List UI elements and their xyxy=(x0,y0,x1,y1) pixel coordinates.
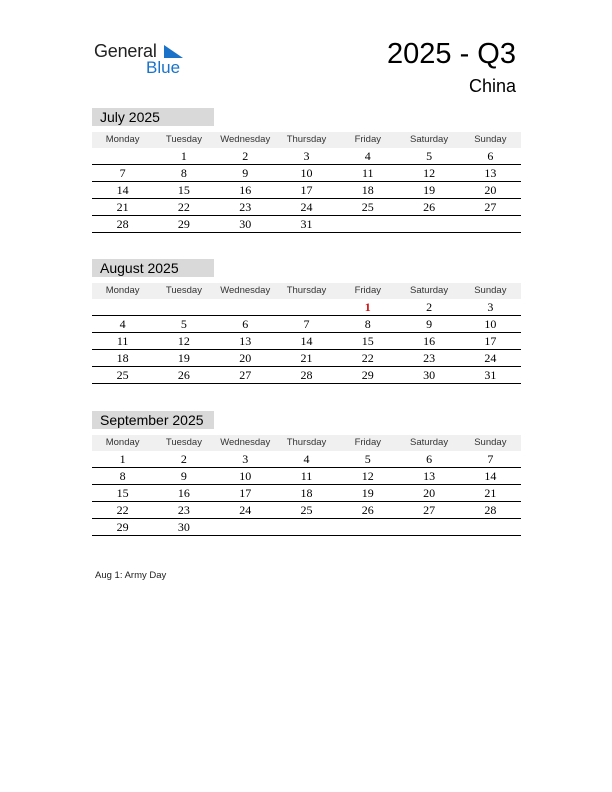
day-cell: 8 xyxy=(364,317,371,331)
day-cell: 20 xyxy=(423,486,436,500)
day-cell: 4 xyxy=(364,149,371,163)
empty-day-cell xyxy=(153,299,214,316)
week-row xyxy=(92,367,521,384)
month-block-august xyxy=(92,259,521,384)
weekday-label: Sunday xyxy=(474,285,507,296)
day-cell: 15 xyxy=(361,334,374,348)
day-cell: 20 xyxy=(239,351,252,365)
day-cell: 8 xyxy=(119,469,126,483)
day-cell: 31 xyxy=(300,217,313,231)
day-cell: 22 xyxy=(177,200,190,214)
week-row xyxy=(92,316,521,333)
logo-triangle-icon xyxy=(162,45,184,59)
generalblue-logo xyxy=(94,41,194,77)
day-cell: 5 xyxy=(426,149,433,163)
day-cell: 29 xyxy=(116,520,129,534)
day-cell: 13 xyxy=(484,166,497,180)
week-row xyxy=(92,451,521,468)
month-label: August 2025 xyxy=(92,259,214,277)
logo-word-general: General xyxy=(94,41,157,61)
day-cell: 2 xyxy=(180,452,187,466)
day-cell: 9 xyxy=(242,166,249,180)
week-row xyxy=(92,199,521,216)
day-cell: 19 xyxy=(177,351,190,365)
empty-day-cell xyxy=(92,299,153,316)
day-cell: 5 xyxy=(180,317,187,331)
week-row xyxy=(92,216,521,233)
weekday-header-row xyxy=(92,132,521,148)
weekday-label: Tuesday xyxy=(165,285,202,296)
day-cell: 28 xyxy=(300,368,313,382)
page-title: 2025 - Q3 xyxy=(387,38,516,70)
empty-day-cell xyxy=(337,216,398,233)
weekday-label: Tuesday xyxy=(165,437,202,448)
day-cell: 27 xyxy=(239,368,252,382)
day-cell: 26 xyxy=(361,503,374,517)
weekday-label: Friday xyxy=(354,134,381,145)
day-cell: 22 xyxy=(361,351,374,365)
day-cell: 25 xyxy=(116,368,129,382)
day-cell: 9 xyxy=(426,317,433,331)
day-cell: 16 xyxy=(239,183,252,197)
weekday-label: Thursday xyxy=(286,437,327,448)
day-cell: 6 xyxy=(487,149,494,163)
day-cell: 10 xyxy=(300,166,313,180)
day-cell: 17 xyxy=(300,183,313,197)
weekday-label: Saturday xyxy=(410,285,449,296)
weekday-label: Saturday xyxy=(410,437,449,448)
day-cell: 18 xyxy=(361,183,374,197)
day-cell: 20 xyxy=(484,183,497,197)
day-cell: 3 xyxy=(242,452,249,466)
day-cell: 30 xyxy=(423,368,436,382)
month-block-september xyxy=(92,411,521,536)
country-name: China xyxy=(468,76,516,96)
week-row xyxy=(92,333,521,350)
day-cell: 29 xyxy=(177,217,190,231)
day-cell: 11 xyxy=(300,469,313,483)
day-cell: 21 xyxy=(116,200,129,214)
week-row xyxy=(92,165,521,182)
day-cell: 12 xyxy=(423,166,436,180)
day-cell: 16 xyxy=(423,334,436,348)
day-cell: 11 xyxy=(362,166,374,180)
day-cell: 4 xyxy=(119,317,126,331)
day-cell: 2 xyxy=(426,300,433,314)
weekday-label: Friday xyxy=(354,437,381,448)
day-cell: 10 xyxy=(484,317,497,331)
weekday-label: Sunday xyxy=(474,437,507,448)
week-row xyxy=(92,182,521,199)
weekday-label: Monday xyxy=(105,134,140,145)
day-cell: 29 xyxy=(361,368,374,382)
day-cell: 15 xyxy=(116,486,129,500)
empty-day-cell xyxy=(215,299,276,316)
weekday-header-row xyxy=(92,283,521,299)
empty-day-cell xyxy=(460,216,521,233)
day-cell: 16 xyxy=(177,486,190,500)
weekday-label: Wednesday xyxy=(220,437,271,448)
day-cell: 13 xyxy=(423,469,436,483)
weekday-label: Sunday xyxy=(474,134,507,145)
day-cell: 30 xyxy=(177,520,190,534)
empty-day-cell xyxy=(276,519,337,536)
day-cell: 26 xyxy=(423,200,436,214)
day-cell: 24 xyxy=(484,351,497,365)
day-cell: 7 xyxy=(487,452,494,466)
day-cell: 4 xyxy=(303,452,310,466)
empty-day-cell xyxy=(398,216,459,233)
week-row xyxy=(92,148,521,165)
weekday-label: Tuesday xyxy=(165,134,202,145)
weekday-label: Saturday xyxy=(410,134,449,145)
day-cell: 18 xyxy=(116,351,129,365)
weekday-label: Wednesday xyxy=(220,134,271,145)
day-cell: 19 xyxy=(423,183,436,197)
holiday-day-cell: 1 xyxy=(364,300,371,314)
empty-day-cell xyxy=(92,148,153,165)
day-cell: 21 xyxy=(300,351,313,365)
day-cell: 6 xyxy=(242,317,249,331)
day-cell: 13 xyxy=(239,334,252,348)
weekday-label: Monday xyxy=(105,437,140,448)
weekday-header-row xyxy=(92,435,521,451)
day-cell: 22 xyxy=(116,503,129,517)
day-cell: 27 xyxy=(423,503,436,517)
day-cell: 3 xyxy=(303,149,310,163)
day-cell: 30 xyxy=(239,217,252,231)
day-cell: 19 xyxy=(361,486,374,500)
weekday-label: Friday xyxy=(354,285,381,296)
week-row xyxy=(92,502,521,519)
day-cell: 24 xyxy=(300,200,313,214)
day-cell: 14 xyxy=(116,183,129,197)
day-cell: 28 xyxy=(116,217,129,231)
day-cell: 1 xyxy=(180,149,187,163)
day-cell: 14 xyxy=(484,469,497,483)
day-cell: 17 xyxy=(484,334,497,348)
week-row xyxy=(92,519,521,536)
day-cell: 12 xyxy=(177,334,190,348)
week-row xyxy=(92,485,521,502)
day-cell: 15 xyxy=(177,183,190,197)
day-cell: 17 xyxy=(239,486,252,500)
day-cell: 28 xyxy=(484,503,497,517)
month-label: September 2025 xyxy=(92,411,214,429)
weekday-label: Wednesday xyxy=(220,285,271,296)
day-cell: 14 xyxy=(300,334,313,348)
day-cell: 27 xyxy=(484,200,497,214)
day-cell: 18 xyxy=(300,486,313,500)
empty-day-cell xyxy=(215,519,276,536)
day-cell: 6 xyxy=(426,452,433,466)
day-cell: 1 xyxy=(119,452,126,466)
day-cell: 31 xyxy=(484,368,497,382)
day-cell: 25 xyxy=(300,503,313,517)
day-cell: 24 xyxy=(239,503,252,517)
empty-day-cell xyxy=(276,299,337,316)
month-block-july xyxy=(92,108,521,233)
day-cell: 23 xyxy=(177,503,190,517)
day-cell: 12 xyxy=(361,469,374,483)
day-cell: 23 xyxy=(423,351,436,365)
week-row xyxy=(92,468,521,485)
week-row xyxy=(92,350,521,367)
day-cell: 3 xyxy=(487,300,494,314)
day-cell: 23 xyxy=(239,200,252,214)
day-cell: 7 xyxy=(303,317,310,331)
logo-word-blue: Blue xyxy=(146,58,181,77)
day-cell: 8 xyxy=(180,166,187,180)
week-row xyxy=(92,299,521,316)
weekday-label: Monday xyxy=(105,285,140,296)
day-cell: 5 xyxy=(364,452,371,466)
day-cell: 25 xyxy=(361,200,374,214)
day-cell: 21 xyxy=(484,486,497,500)
empty-day-cell xyxy=(337,519,398,536)
holiday-note: Aug 1: Army Day xyxy=(95,570,167,581)
empty-day-cell xyxy=(398,519,459,536)
month-label: July 2025 xyxy=(92,108,214,126)
day-cell: 7 xyxy=(119,166,126,180)
weekday-label: Thursday xyxy=(286,285,327,296)
day-cell: 2 xyxy=(242,149,249,163)
day-cell: 9 xyxy=(180,469,187,483)
empty-day-cell xyxy=(460,519,521,536)
day-cell: 10 xyxy=(239,469,252,483)
day-cell: 11 xyxy=(116,334,129,348)
day-cell: 26 xyxy=(177,368,190,382)
weekday-label: Thursday xyxy=(286,134,327,145)
